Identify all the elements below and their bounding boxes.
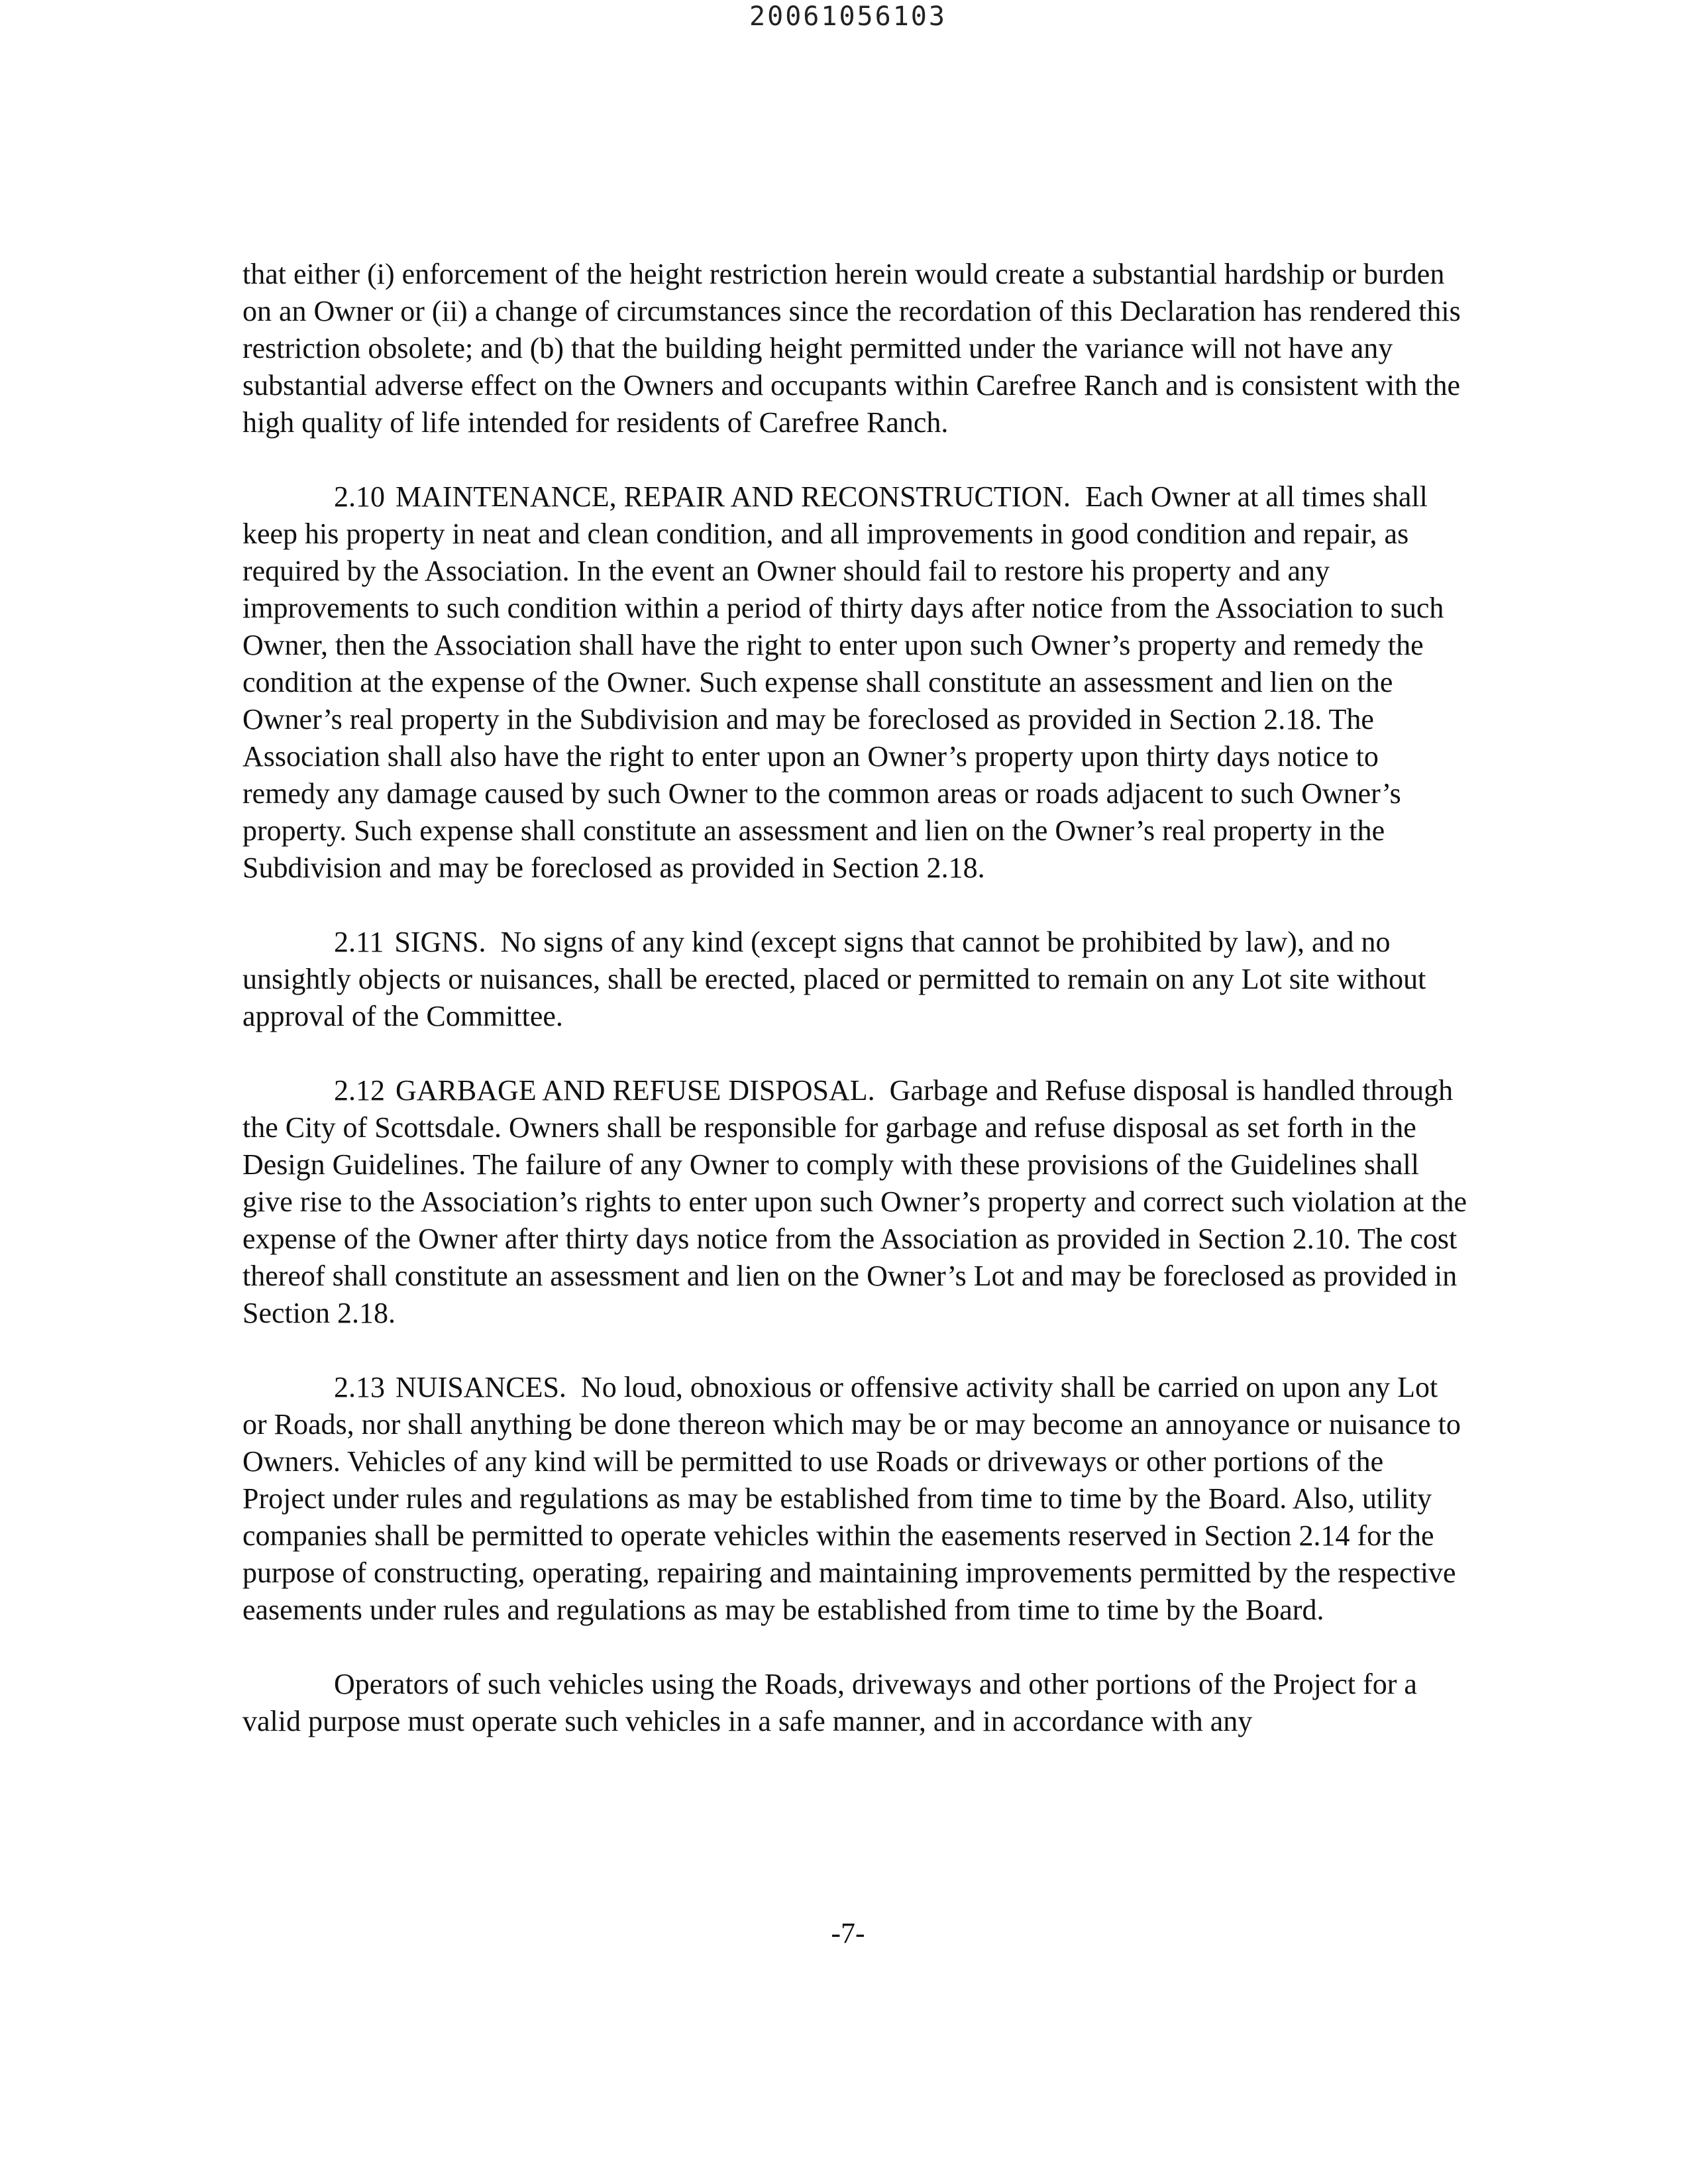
section-number: 2.13 <box>334 1371 385 1403</box>
section-number: 2.11 <box>334 926 384 958</box>
paragraph-text: Garbage and Refuse disposal is handled through the City of Scottsdale. Owners shall be responsible for garbage and refuse disposal as set forth in the Design Guidelines. The failure of any Owner to comply with these provisions of the Guidelines shall give rise to the Association’s rights to enter upon such Owner’s property and correct such violation at the expense of the Owner after thirty days notice from the Association as provided in Section 2.10. The cost thereof shall constitute an assessment and lien on the Owner’s Lot and may be foreclosed as provided in Section 2.18. <box>242 1074 1467 1329</box>
section-number: 2.12 <box>334 1074 385 1107</box>
section-number: 2.10 <box>334 480 385 513</box>
section-2-10 <box>242 478 1468 887</box>
paragraph-text: Each Owner at all times shall keep his property in neat and clean condition, and all improvements in good condition and repair, as required by the Association. In the event an Owner should fail to restore his property and any improvements to such condition within a period of thirty days after notice from the Association to such Owner, then the Association shall have the right to enter upon such Owner’s property and remedy the condition at the expense of the Owner. Such expense shall constitute an assessment and lien on the Owner’s real property in the Subdivision and may be foreclosed as provided in Section 2.18. The Association shall also have the right to enter upon an Owner’s property upon thirty days notice to remedy any damage caused by such Owner to the common areas or roads adjacent to such Owner’s property. Such expense shall constitute an assessment and lien on the Owner’s real property in the Subdivision and may be foreclosed as provided in Section 2.18. <box>242 480 1444 884</box>
page-number: -7- <box>831 1917 865 1949</box>
paragraph-continuation <box>242 256 1468 441</box>
paragraph-text: No signs of any kind (except signs that cannot be prohibited by law), and no unsightly objects or nuisances, shall be erected, placed or permitted to remain on any Lot site without approval of the Committee. <box>242 926 1426 1032</box>
section-heading: GARBAGE AND REFUSE DISPOSAL. <box>396 1074 875 1107</box>
section-heading: NUISANCES. <box>396 1371 566 1403</box>
paragraph-text: that either (i) enforcement of the height restriction herein would create a substantial hardship or burden on an Owner or (ii) a change of circumstances since the recordation of this Declaration has rendered this restriction obsolete; and (b) that the building height permitted under the variance will not have any substantial adverse effect on the Owners and occupants within Carefree Ranch and is consistent with the high quality of life intended for residents of Carefree Ranch. <box>242 258 1461 439</box>
document-body <box>242 256 1468 1777</box>
paragraph-text: Operators of such vehicles using the Roads, driveways and other portions of the Project for a valid purpose must operate such vehicles in a safe manner, and in accordance with any <box>242 1668 1417 1737</box>
section-2-12 <box>242 1072 1468 1332</box>
paragraph-operators <box>242 1666 1468 1740</box>
section-heading: MAINTENANCE, REPAIR AND RECONSTRUCTION. <box>396 480 1071 513</box>
paragraph-text: No loud, obnoxious or offensive activity shall be carried on upon any Lot or Roads, nor shall anything be done thereon which may be or may become an annoyance or nuisance to Owners. Vehicles of any kind will be permitted to use Roads or driveways or other portions of the Project under rules and regulations as may be established from time to time by the Board. Also, utility companies shall be permitted to operate vehicles within the easements reserved in Section 2.14 for the purpose of constructing, operating, repairing and maintaining improvements permitted by the respective easements under rules and regulations as may be established from time to time by the Board. <box>242 1371 1461 1626</box>
section-heading: SIGNS. <box>394 926 486 958</box>
recording-number: 20061056103 <box>749 1 947 32</box>
section-2-13 <box>242 1369 1468 1629</box>
section-2-11 <box>242 924 1468 1035</box>
